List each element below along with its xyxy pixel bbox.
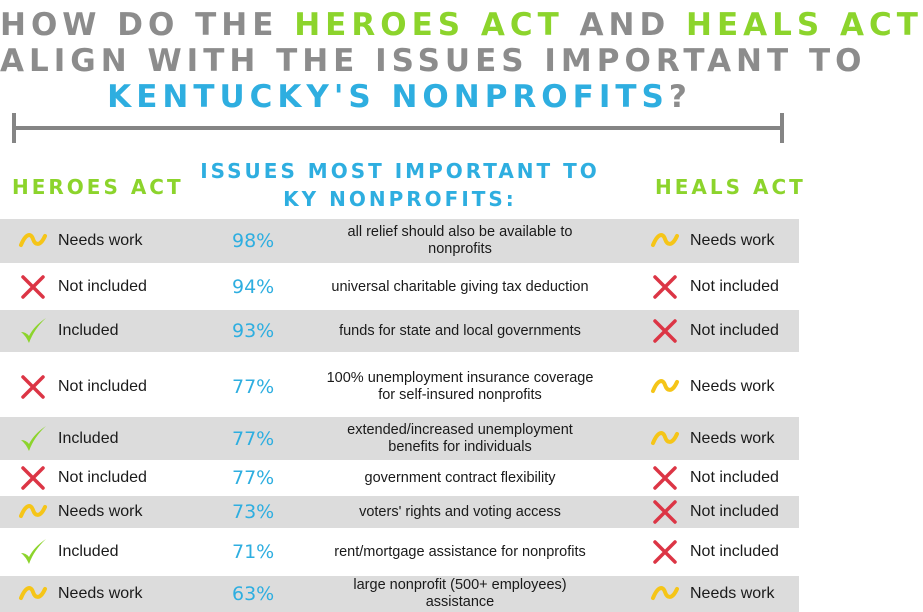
heals-status — [648, 219, 774, 263]
divider-rule — [14, 126, 782, 130]
importance-percent — [232, 462, 274, 494]
heals-act-header: HEALS ACT — [655, 175, 806, 199]
heroes-status — [16, 358, 147, 415]
tilde-icon — [648, 577, 682, 611]
heals-status-label: Not included — [690, 322, 779, 339]
heals-status — [648, 358, 774, 415]
table-row — [0, 219, 799, 263]
tilde-icon — [648, 370, 682, 404]
issue-description — [295, 462, 625, 494]
heroes-status-label: Included — [58, 429, 119, 447]
percent-value: 73% — [232, 501, 275, 523]
tilde-icon — [16, 495, 50, 529]
importance-percent — [232, 417, 274, 460]
heroes-status-label: Included — [58, 543, 119, 560]
table-row — [0, 266, 799, 308]
table-row — [0, 310, 799, 352]
heroes-status-label: Not included — [58, 278, 147, 295]
issue-description — [295, 530, 625, 574]
tilde-icon — [16, 577, 50, 611]
heroes-status-label: Included — [58, 322, 119, 339]
page-title-line-3 — [0, 79, 799, 115]
x-icon — [16, 461, 50, 495]
percent-value: 71% — [232, 541, 275, 563]
title-text-mid: AND — [563, 7, 687, 43]
heals-status-label: Not included — [690, 469, 779, 486]
percent-value: 63% — [232, 583, 275, 605]
percent-value: 77% — [232, 467, 275, 489]
heals-status-label: Not included — [690, 278, 779, 295]
x-icon — [16, 270, 50, 304]
importance-percent — [232, 496, 274, 528]
importance-percent — [232, 266, 274, 308]
check-icon — [16, 422, 50, 456]
heroes-status — [16, 266, 147, 308]
issue-text: extended/increased unemployment benefits for individuals — [347, 421, 573, 455]
check-icon — [16, 314, 50, 348]
percent-value: 93% — [232, 320, 275, 342]
title-kentucky-nonprofits: KENTUCKY'S NONPROFITS — [107, 79, 669, 115]
issue-text: voters' rights and voting access — [359, 503, 561, 520]
heroes-status — [16, 417, 119, 460]
heals-status — [648, 496, 779, 528]
heals-status — [648, 417, 774, 460]
heroes-status — [16, 530, 119, 574]
heals-status-label: Not included — [690, 503, 779, 520]
table-row — [0, 496, 799, 528]
importance-percent — [232, 576, 274, 612]
title-text-pre: HOW DO THE — [0, 7, 295, 43]
heroes-status — [16, 496, 142, 528]
heals-status-label: Needs work — [690, 585, 775, 602]
heroes-status-label: Not included — [58, 377, 147, 395]
table-row — [0, 462, 799, 494]
heroes-act-header: HEROES ACT — [12, 175, 184, 199]
heals-status — [648, 266, 779, 308]
x-icon — [648, 535, 682, 569]
page-title-line-1 — [0, 7, 923, 43]
table-row — [0, 530, 799, 574]
heals-status — [648, 530, 779, 574]
heroes-status-label: Needs work — [58, 503, 143, 520]
heals-status — [648, 576, 774, 612]
issue-description — [295, 417, 625, 460]
issue-description — [295, 266, 625, 308]
heroes-status — [16, 219, 142, 263]
x-icon — [648, 461, 682, 495]
issue-text: government contract flexibility — [364, 469, 556, 486]
tilde-icon — [648, 422, 682, 456]
issue-text: funds for state and local governments — [339, 322, 581, 339]
percent-value: 77% — [232, 375, 275, 398]
issue-text: all relief should also be available to nonprofits — [347, 224, 573, 257]
issue-description — [295, 496, 625, 528]
issue-description — [295, 576, 625, 612]
table-row — [0, 576, 799, 612]
title-question-mark: ? — [668, 79, 692, 115]
importance-percent — [232, 219, 274, 263]
x-icon — [648, 495, 682, 529]
heals-status-label: Needs work — [690, 429, 775, 447]
heals-status-label: Needs work — [690, 232, 775, 249]
x-icon — [16, 370, 50, 404]
heroes-status-label: Needs work — [58, 232, 143, 249]
divider-cap-right — [780, 113, 784, 143]
issue-description — [295, 358, 625, 415]
issue-text: rent/mortgage assistance for nonprofits — [334, 543, 586, 560]
heroes-status-label: Not included — [58, 469, 147, 486]
table-row — [0, 358, 799, 415]
x-icon — [648, 314, 682, 348]
importance-percent — [232, 530, 274, 574]
tilde-icon — [16, 224, 50, 258]
check-icon — [16, 535, 50, 569]
heroes-status — [16, 576, 142, 612]
importance-percent — [232, 310, 274, 352]
heals-status — [648, 462, 779, 494]
heroes-status-label: Needs work — [58, 585, 143, 602]
issue-description — [295, 219, 625, 263]
issue-text: large nonprofit (500+ employees) assistance — [353, 577, 567, 610]
table-row — [0, 417, 799, 460]
importance-percent — [232, 358, 274, 415]
percent-value: 98% — [232, 230, 275, 252]
heroes-status — [16, 462, 147, 494]
heroes-status — [16, 310, 119, 352]
page-title-line-2: ALIGN WITH THE ISSUES IMPORTANT TO — [0, 43, 867, 79]
heals-status-label: Needs work — [690, 377, 775, 395]
issue-description — [295, 310, 625, 352]
tilde-icon — [648, 224, 682, 258]
percent-value: 77% — [232, 427, 275, 450]
title-heals-act: HEALS ACT — [686, 7, 923, 43]
heals-status-label: Not included — [690, 543, 779, 560]
x-icon — [648, 270, 682, 304]
percent-value: 94% — [232, 276, 275, 298]
heals-status — [648, 310, 779, 352]
issue-text: 100% unemployment insurance coverage for self-insured nonprofits — [326, 369, 594, 403]
issue-text: universal charitable giving tax deduction — [331, 278, 589, 295]
issues-header: ISSUES MOST IMPORTANT TO KY NONPROFITS: — [200, 159, 600, 211]
title-heroes-act: HEROES ACT — [294, 7, 564, 43]
